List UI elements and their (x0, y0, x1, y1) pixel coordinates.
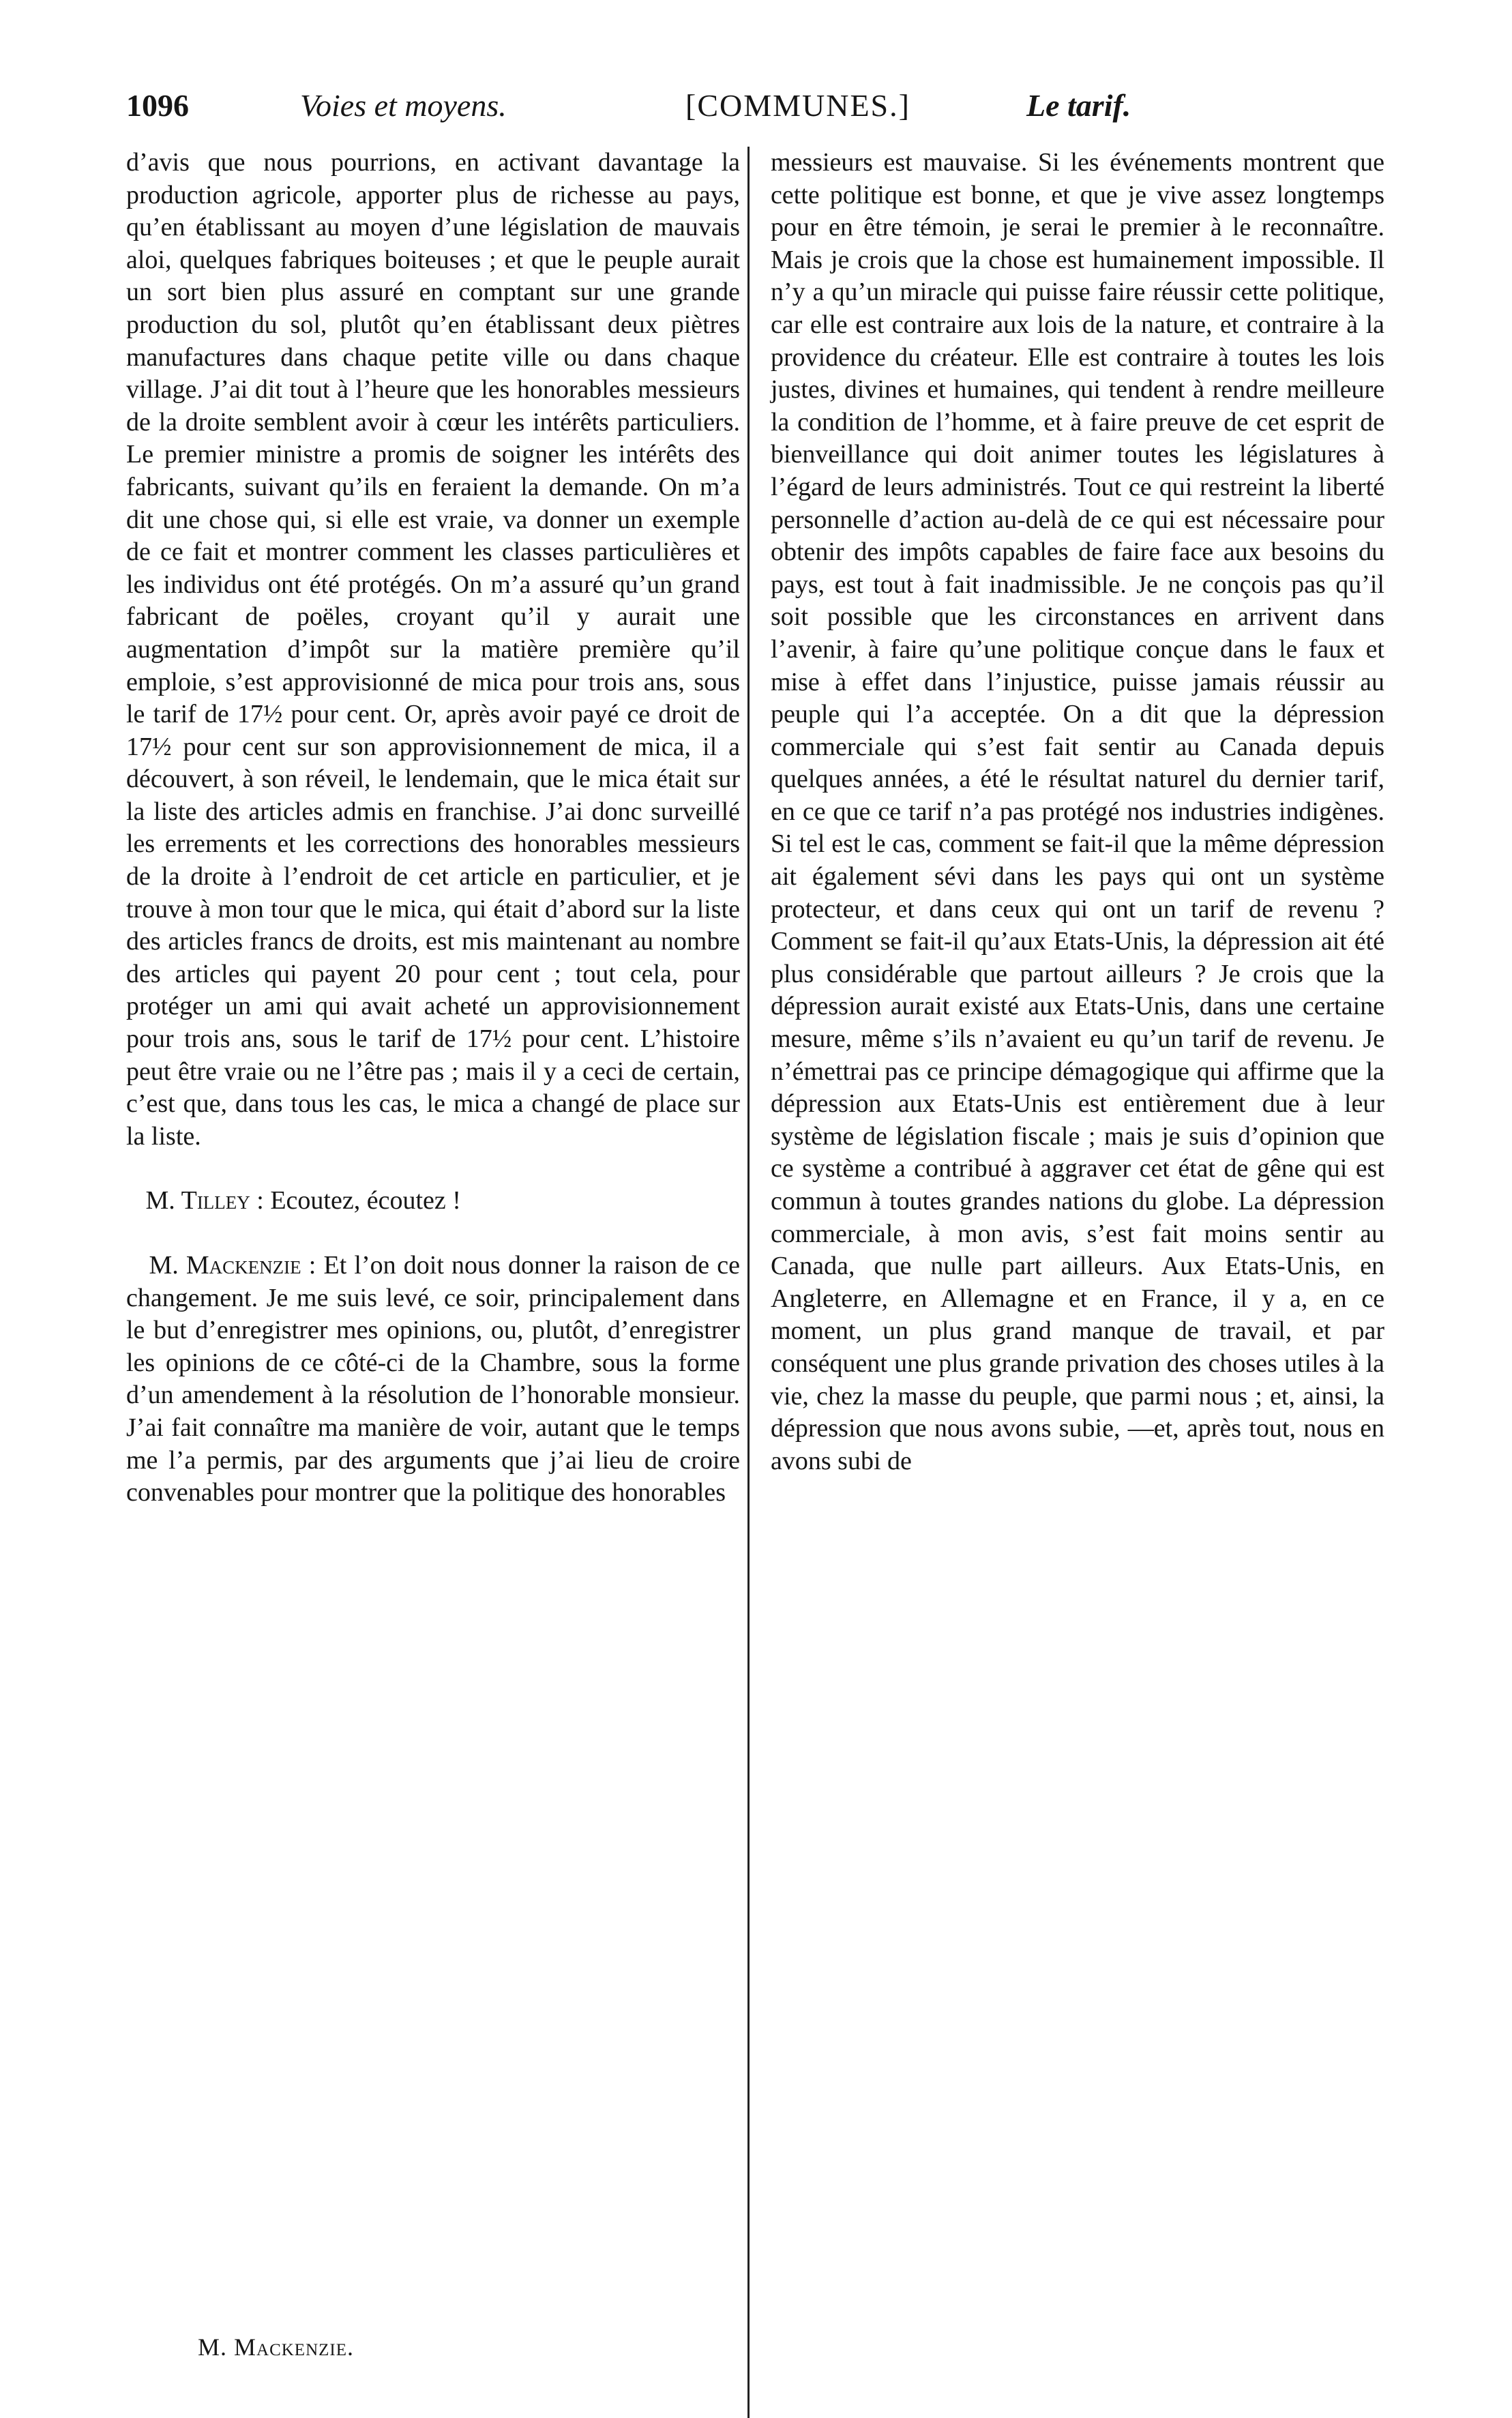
header-left-title: Voies et moyens. (300, 88, 507, 123)
right-column (771, 147, 1384, 1477)
page-header (126, 82, 1251, 130)
tilley-paragraph (126, 1185, 740, 1218)
mackenzie-text: : Et l’on doit nous donner la raison de ce changement. Je me suis levé, ce soir, principalement dans le but d’enregistrer mes opinions, ou, plutôt, d’enregistrer les opinions de ce côté-ci de la Chambre, sous la forme d’un amendement à la résolution de l’honorable monsieur. J’ai fait connaître ma manière de voir, autant que le temps me l’a permis, par des arguments que j’ai lieu de croire convenables pour montrer que la politique des honorables (126, 1251, 740, 1507)
mackenzie-paragraph (126, 1250, 740, 1509)
right-paragraph-1: messieurs est mauvaise. Si les événements montrent que cette politique est bonne, et que je vive assez longtemps pour en être témoin, je serai le premier à le reconnaître. Mais je crois que la chose est humainement impossible. Il n’y a qu’un miracle qui puisse faire réussir cette politique, car elle est contraire aux lois de la nature, et contraire à la providence du créateur. Elle est contraire à toutes les lois justes, divines et humaines, qui tendent à rendre meilleure la condition de l’homme, et à faire preuve de cet esprit de bienveillance qui doit animer toutes les législatures à l’égard de leurs administrés. Tout ce qui restreint la liberté personnelle d’action au-delà de ce qui est nécessaire pour obtenir des impôts capables de faire face aux besoins du pays, est tout à fait inadmissible. Je ne conçois pas qu’il soit possible que les circonstances en arrivent dans l’avenir, à faire qu’une politique conçue dans le faux et mise à effet dans l’injustice, puisse jamais réussir au peuple qui l’a acceptée. On a dit que la dépression commerciale qui s’est fait sentir au Canada depuis quelques années, a été le résultat naturel du dernier tarif, en ce que ce tarif n’a pas protégé nos industries indigènes. Si tel est le cas, comment se fait-il que la même dépression ait également sévi dans les pays qui ont un système protecteur, et dans ceux qui ont un tarif de revenu ? Comment se fait-il qu’aux Etats-Unis, la dépression ait été plus considérable que partout ailleurs ? Je crois que la dépression aurait existé aux Etats-Unis, dans une certaine mesure, même s’ils n’avaient eu qu’un tarif de revenu. Je n’émettrai pas ce principe démagogique qui affirme que la dépression aux Etats-Unis est entièrement due à leur système de législation fiscale ; mais je suis d’opinion que ce système a contribué à aggraver cet état de gêne qui est commun à toutes grandes nations du globe. La dépression commerciale, à mon avis, s’est fait moins sentir au Canada, que nulle part ailleurs. Aux Etats-Unis, en Angleterre, en Allemagne et en France, il y a, en ce moment, un plus grand manque de travail, et par conséquent une plus grande privation des choses utiles à la vie, chez la masse du peuple, que parmi nous ; et, ainsi, la dépression que nous avons subie, —et, après tout, nous en avons subi de (771, 148, 1384, 1475)
header-center-title: [COMMUNES.] (685, 88, 910, 123)
header-right-title: Le tarif. (1026, 88, 1131, 123)
left-column (126, 147, 740, 1509)
left-paragraph-1: d’avis que nous pourrions, en activant davantage la production agricole, apporter plus de richesse au pays, qu’en établissant au moyen d’une législation de mauvais aloi, quelques fabriques boiteuses ; et que le peuple aurait un sort bien plus assuré en comptant sur une grande production du sol, plutôt qu’en établissant deux piètres manufactures dans chaque petite ville ou dans chaque village. J’ai dit tout à l’heure que les honorables messieurs de la droite semblent avoir à cœur les intérêts particuliers. Le premier ministre a promis de soigner les intérêts des fabricants, suivant qu’ils en feraient la demande. On m’a dit une chose qui, si elle est vraie, va donner un exemple de ce fait et montrer comment les classes particulières et les individus ont été protégés. On m’a assuré qu’un grand fabricant de poëles, croyant qu’il y aurait une augmentation d’impôt sur la matière première qu’il emploie, s’est approvisionné de mica pour trois ans, sous le tarif de 17½ pour cent. Or, après avoir payé ce droit de 17½ pour cent sur son approvisionnement de mica, il a découvert, à son réveil, le lendemain, que le mica était sur la liste des articles admis en franchise. J’ai donc surveillé les errements et les corrections des honorables messieurs de la droite à l’endroit de cet article en particulier, et je trouve à mon tour que le mica, qui était d’abord sur la liste des articles francs de droits, est mis maintenant au nombre des articles qui payent 20 pour cent ; tout cela, pour protéger un ami qui avait acheté un approvisionnement pour trois ans, sous le tarif de 17½ pour cent. L’histoire peut être vraie ou ne l’être pas ; mais il y a ceci de certain, c’est que, dans tous les cas, le mica a changé de place sur la liste. (126, 148, 740, 1151)
column-divider (747, 147, 750, 2418)
tilley-text: : Ecoutez, écoutez ! (250, 1186, 461, 1215)
speaker-tilley: M. Tilley (145, 1186, 250, 1215)
speaker-mackenzie: M. Mackenzie (149, 1251, 301, 1280)
page-number: 1096 (126, 88, 189, 123)
footer-running-name: M. Mackenzie. (198, 2333, 354, 2361)
